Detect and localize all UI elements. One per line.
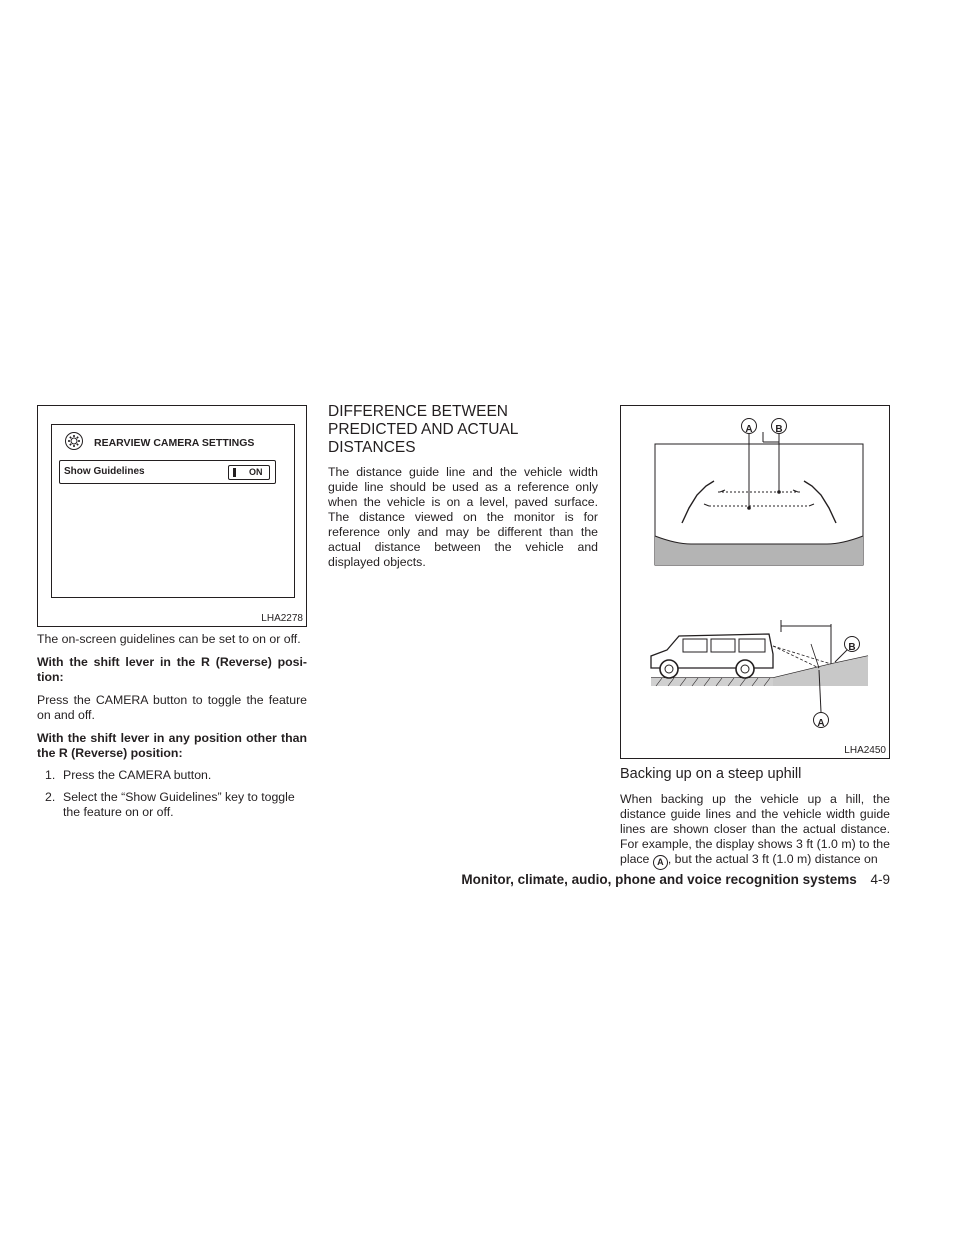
other-position-heading: With the shift lever in any position other than the R (Reverse) position:: [37, 731, 307, 760]
left-column-text: [37, 632, 307, 820]
gear-icon: [64, 431, 84, 456]
steep-uphill-figure: [620, 405, 890, 759]
guidelines-intro: The on-screen guidelines can be set to on or off.: [37, 632, 301, 646]
label-a-top: A: [745, 424, 753, 435]
section-text: The distance guide line and the vehicle width guide line should be used as a reference only when the vehicle is on a level, paved surface. The distance viewed on the monitor is for reference only and may be different than the actual distance between the vehicle and displayed objects.: [328, 465, 598, 569]
label-a-bottom: A: [817, 718, 825, 729]
show-guidelines-label: Show Guidelines: [64, 466, 145, 477]
list-item: 2. Select the “Show Guidelines” key to toggle the feature on or off.: [45, 790, 295, 819]
screen-title: REARVIEW CAMERA SETTINGS: [94, 437, 255, 449]
label-b-bottom: B: [848, 642, 856, 653]
marker-a: A: [653, 855, 668, 870]
settings-screen-figure: [37, 405, 307, 627]
page-footer: [461, 872, 890, 887]
subsection-heading: Backing up on a steep uphill: [620, 766, 802, 782]
page-number: 4-9: [870, 872, 890, 887]
screen-frame: [51, 424, 295, 598]
show-guidelines-row[interactable]: [59, 460, 276, 484]
uphill-text: When backing up the vehicle up a hill, the distance guide lines and the vehicle width guide lines are shown closer than the actual distance. For example, the display shows 3 ft (1.0 m) to the place A , but the actual 3 ft (1.0 m) distance on: [620, 792, 890, 870]
toggle-on-label: ON: [249, 467, 263, 477]
reverse-heading: With the shift lever in the R (Reverse) posi-tion:: [37, 655, 307, 684]
figure-code: LHA2450: [844, 745, 886, 756]
section-heading: DIFFERENCE BETWEEN PREDICTED AND ACTUAL DISTANCES: [328, 403, 518, 456]
uphill-illustration: [621, 406, 889, 758]
reverse-instructions: Press the CAMERA button to toggle the feature on and off.: [37, 693, 307, 722]
figure-code: LHA2278: [261, 613, 303, 624]
label-b-top: B: [775, 424, 783, 435]
list-item: 1. Press the CAMERA button.: [45, 768, 212, 782]
guidelines-toggle[interactable]: [228, 465, 270, 480]
toggle-indicator: [233, 468, 236, 477]
right-column-text: [620, 765, 890, 870]
middle-column: [328, 403, 598, 570]
footer-section-title: Monitor, climate, audio, phone and voice recognition systems: [461, 872, 857, 887]
